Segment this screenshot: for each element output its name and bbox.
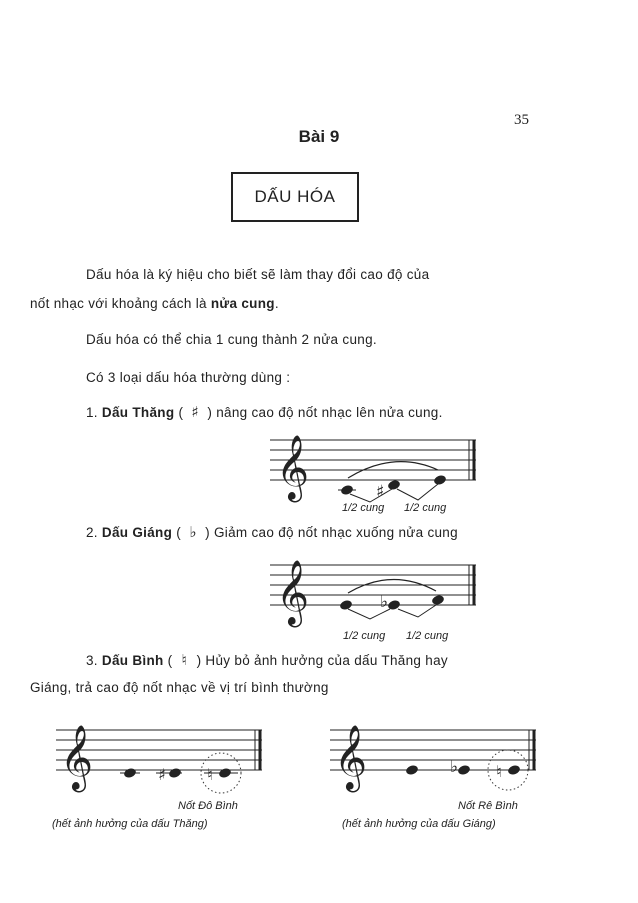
treble-clef-icon: 𝄞: [60, 725, 94, 790]
natural-open-paren: (: [167, 653, 173, 668]
natural-name: Dấu Bình: [101, 653, 164, 668]
note-d: [339, 599, 353, 611]
page-title: DẤU HÓA: [254, 187, 336, 206]
natural-description-2: Giáng, trả cao độ nốt nhạc về vị trí bình thường: [30, 680, 329, 695]
slur-arc: [348, 579, 436, 593]
half-step-bracket-1: [350, 489, 392, 502]
half-step-bracket-2: [397, 484, 438, 500]
flat-accidental-icon: ♭: [380, 592, 389, 612]
flat-close-paren: ): [205, 525, 210, 540]
sharp-staff: [270, 420, 482, 510]
sharp-close-paren: ): [207, 405, 213, 420]
flat-number: 2.: [86, 525, 98, 540]
flat-half-step-label-1: 1/2 cung: [343, 630, 386, 642]
note-c: [340, 484, 354, 496]
note-c-sharp: [387, 479, 401, 491]
natural-close-paren: ): [196, 653, 202, 668]
note-c-natural: [218, 767, 232, 779]
sharp-half-step-label-1: 1/2 cung: [342, 502, 385, 514]
note-d: [433, 474, 447, 486]
flat-name: Dấu Giáng: [101, 525, 173, 540]
left-caption-1: Nốt Đô Bình: [178, 800, 238, 812]
title-box: [231, 172, 359, 222]
intro-line-2-suffix: .: [274, 296, 279, 311]
intro-line-1: Dấu hóa là ký hiệu cho biết sẽ làm thay đổi cao độ của: [86, 267, 430, 282]
lesson-heading: Bài 9: [298, 127, 340, 146]
note-d-natural: [507, 764, 521, 776]
paragraph-2: Dấu hóa có thể chia 1 cung thành 2 nửa cung.: [86, 332, 377, 347]
flat-line: [86, 522, 458, 543]
flat-symbol-icon: ♭: [189, 523, 197, 541]
intro-line-2: [30, 294, 279, 314]
page-number: 35: [514, 112, 529, 128]
treble-clef-icon: 𝄞: [276, 560, 310, 625]
sharp-accidental-icon: ♯: [158, 765, 166, 784]
sharp-number: 1.: [86, 405, 98, 420]
intro-bold-term: nửa cung: [210, 296, 275, 311]
sharp-accidental-icon: ♯: [376, 482, 385, 502]
flat-open-paren: (: [176, 525, 181, 540]
treble-clef-icon: 𝄞: [276, 435, 310, 500]
left-caption-2: (hết ảnh hưởng của dấu Thăng): [52, 818, 208, 830]
natural-description-1: Hủy bỏ ảnh hưởng của dấu Thăng hay: [205, 653, 448, 668]
natural-accidental-icon: ♮: [207, 765, 213, 784]
sharp-half-step-label-2: 1/2 cung: [404, 502, 447, 514]
natural-example-staff-left: [56, 710, 271, 800]
note-c: [123, 767, 137, 779]
right-caption-1: Nốt Rê Bình: [458, 800, 518, 812]
flat-description: Giảm cao độ nốt nhạc xuống nửa cung: [213, 525, 458, 540]
natural-symbol-icon: ♮: [181, 651, 188, 669]
paragraph-3: Có 3 loại dấu hóa thường dùng :: [86, 370, 291, 385]
note-d-flat: [457, 764, 471, 776]
natural-line: [86, 650, 448, 671]
note-e: [431, 594, 445, 606]
natural-example-staff-right: [330, 710, 545, 800]
flat-half-step-label-2: 1/2 cung: [406, 630, 449, 642]
natural-number: 3.: [86, 653, 98, 668]
sharp-description: nâng cao độ nốt nhạc lên nửa cung.: [216, 405, 443, 420]
right-caption-2: (hết ảnh hưởng của dấu Giáng): [342, 818, 496, 830]
natural-accidental-icon: ♮: [496, 762, 502, 781]
note-c-sharp: [168, 767, 182, 779]
sharp-symbol-icon: ♯: [191, 403, 200, 421]
flat-staff: [270, 545, 482, 635]
sharp-open-paren: (: [178, 405, 184, 420]
intro-line-2-prefix: nốt nhạc với khoảng cách là: [30, 296, 207, 311]
treble-clef-icon: 𝄞: [334, 725, 368, 790]
flat-accidental-icon: ♭: [450, 757, 459, 777]
half-step-bracket-2: [398, 605, 436, 617]
sharp-name: Dấu Thăng: [101, 405, 175, 420]
note-d: [405, 764, 419, 776]
